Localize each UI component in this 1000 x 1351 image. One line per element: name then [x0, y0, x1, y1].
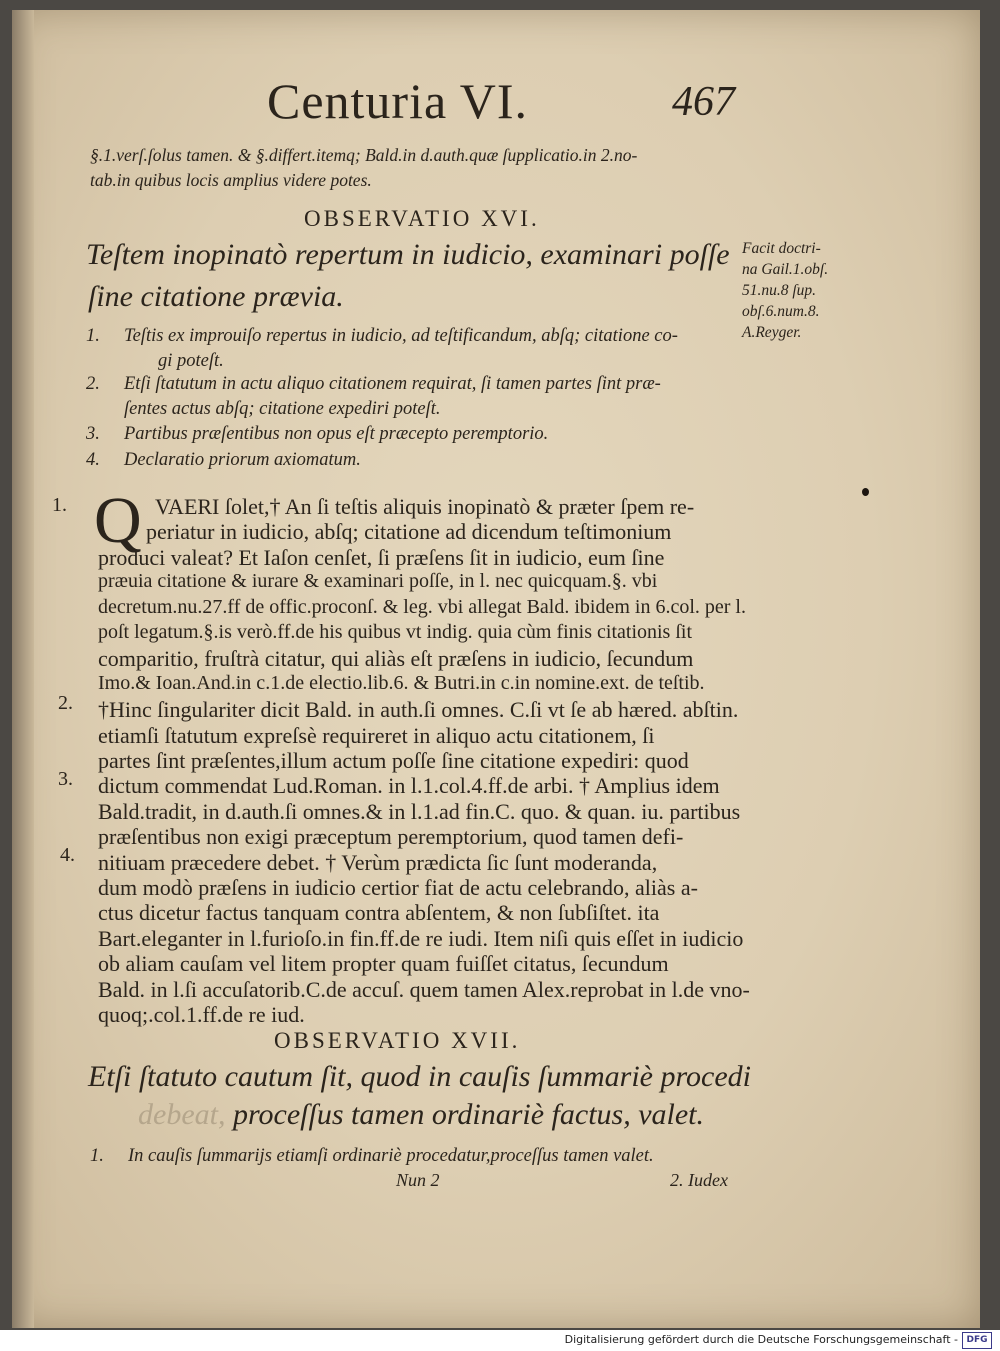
margin-note-line: 51.nu.8 ſup. — [742, 282, 817, 299]
body-line: †Hinc ſingulariter dicit Bald. in auth.ſi omnes. C.ſi vt ſe ab hæred. abſtin. — [98, 697, 739, 723]
body-line: dum modò præſens in iudicio certior fiat de actu celebrando, aliàs a- — [98, 875, 698, 900]
book-page — [12, 10, 980, 1328]
funding-credit: Digitalisierung gefördert durch die Deutsche Forschungsgemeinschaft - — [564, 1333, 958, 1346]
observatio-title-line: Teſtem inopinatò repertum in iudicio, examinari poſſe — [86, 238, 730, 271]
observatio-title-line — [138, 1098, 704, 1132]
summary-number: 1. — [90, 1146, 104, 1166]
margin-note — [742, 238, 838, 343]
body-line: dictum commendat Lud.Roman. in l.1.col.4.ff.de arbi. † Amplius idem — [98, 773, 720, 799]
observatio-heading: OBSERVATIO XVII. — [274, 1028, 521, 1053]
catchword: 2. Iudex — [670, 1170, 728, 1190]
margin-note-line: A.Reyger. — [742, 324, 802, 341]
margin-number: 4. — [60, 844, 75, 866]
observatio-title-line: Etſi ſtatuto cautum ſit, quod in cauſis ſummariè procedi — [88, 1060, 752, 1093]
margin-note-line: obſ.6.num.8. — [742, 303, 820, 320]
signature-mark: Nun 2 — [396, 1170, 440, 1190]
summary-item — [86, 326, 678, 347]
summary-continuation: gi poteſt. — [158, 351, 224, 371]
body-line: præuia citatione & iurare & examinari poſſe, in l. nec quicquam.§. vbi — [98, 570, 658, 593]
continuation-line: tab.in quibus locis amplius videre potes. — [90, 170, 372, 190]
observatio-title-line: ſine citatione prævia. — [88, 280, 344, 313]
summary-number: 1. — [86, 326, 100, 346]
body-line: VAERI ſolet,† An ſi teſtis aliquis inopinatò & præter ſpem re- — [155, 494, 695, 519]
footer-bar — [0, 1330, 1000, 1351]
summary-text: Declaratio priorum axiomatum. — [124, 450, 361, 470]
body-line: Imo.& Ioan.And.in c.1.de electio.lib.6. & Butri.in c.in nomine.ext. de teſtib. — [98, 671, 705, 694]
summary-item — [86, 450, 361, 471]
summary-continuation: ſentes actus abſq; citatione expediri poteſt. — [124, 399, 441, 419]
margin-number: 3. — [58, 768, 73, 790]
ink-blot — [862, 488, 869, 496]
body-line: poſt legatum.§.is verò.ff.de his quibus vt indig. quia cùm finis citationis ſit — [98, 621, 693, 643]
body-line: Bart.eleganter in l.furioſo.in fin.ff.de re iudi. Item niſi quis eſſet in iudicio — [98, 925, 744, 951]
summary-text: Partibus præſentibus non opus eſt præcepto peremptorio. — [124, 424, 549, 444]
drop-cap: Q — [94, 484, 142, 557]
summary-text: Teſtis ex improuiſo repertus in iudicio, ad teſtificandum, abſq; citatione co- — [124, 326, 678, 346]
summary-item — [86, 374, 661, 395]
page-header — [12, 72, 980, 142]
body-line: decretum.nu.27.ff de offic.proconſ. & leg. vbi allegat Bald. ibidem in 6.col. per l. — [98, 595, 746, 618]
summary-number: 3. — [86, 424, 100, 444]
summary-item — [86, 424, 548, 445]
summary-number: 4. — [86, 450, 100, 470]
body-line: præſentibus non exigi præceptum peremptorium, quod tamen defi- — [98, 824, 684, 850]
page-gutter — [12, 10, 34, 1328]
margin-note-line: na Gail.1.obſ. — [742, 261, 829, 278]
faded-word: debeat, — [138, 1098, 226, 1131]
body-line: nitiuam præcedere debet. † Verùm prædicta ſic ſunt moderanda, — [98, 849, 658, 875]
summary-item — [90, 1146, 654, 1167]
margin-number: 1. — [52, 494, 67, 516]
body-line: Bald. in l.ſi accuſatorib.C.de accuſ. quem tamen Alex.reprobat in l.de vno- — [98, 976, 750, 1002]
body-line: quoq;.col.1.ff.de re iud. — [98, 1002, 305, 1027]
running-title: Centuria VI. — [267, 73, 529, 129]
summary-text: Etſi ſtatutum in actu aliquo citationem requirat, ſi tamen partes ſint præ- — [124, 374, 661, 394]
body-line: partes ſint præſentes,illum actum poſſe ſine citatione expediri: quod — [98, 748, 689, 773]
dfg-logo: DFG — [962, 1332, 992, 1349]
body-line: ctus dicetur factus tanquam contra abſentem, & non ſubſiſtet. ita — [98, 900, 660, 926]
body-line: comparitio, fruſtrà citatur, qui aliàs eſt præſens in iudicio, ſecundum — [98, 646, 694, 672]
body-line: periatur in iudicio, abſq; citatione ad dicendum teſtimonium — [146, 519, 672, 545]
margin-number: 2. — [58, 692, 73, 714]
body-line: Bald.tradit, in d.auth.ſi omnes.& in l.1.ad fin.C. quo. & quan. iu. partibus — [98, 798, 741, 824]
summary-text: In cauſis ſummarijs etiamſi ordinariè procedatur,proceſſus tamen valet. — [128, 1146, 654, 1166]
title-rest: proceſſus tamen ordinariè factus, valet. — [225, 1098, 705, 1131]
continuation-line: §.1.verſ.ſolus tamen. & §.differt.itemq; Bald.in d.auth.quæ ſupplicatio.in 2.no- — [90, 145, 638, 165]
observatio-heading: OBSERVATIO XVI. — [304, 206, 540, 231]
summary-number: 2. — [86, 374, 100, 394]
body-line: ob aliam cauſam vel litem propter quam fuiſſet citatus, ſecundum — [98, 951, 669, 977]
margin-note-line: Facit doctri- — [742, 240, 821, 257]
body-line: produci valeat? Et Iaſon cenſet, ſi præſens ſit in iudicio, eum ſine — [98, 544, 665, 570]
page-number: 467 — [672, 79, 735, 125]
body-line: etiamſi ſtatutum expreſsè requireret in aliquo actu citationem, ſi — [98, 722, 655, 748]
